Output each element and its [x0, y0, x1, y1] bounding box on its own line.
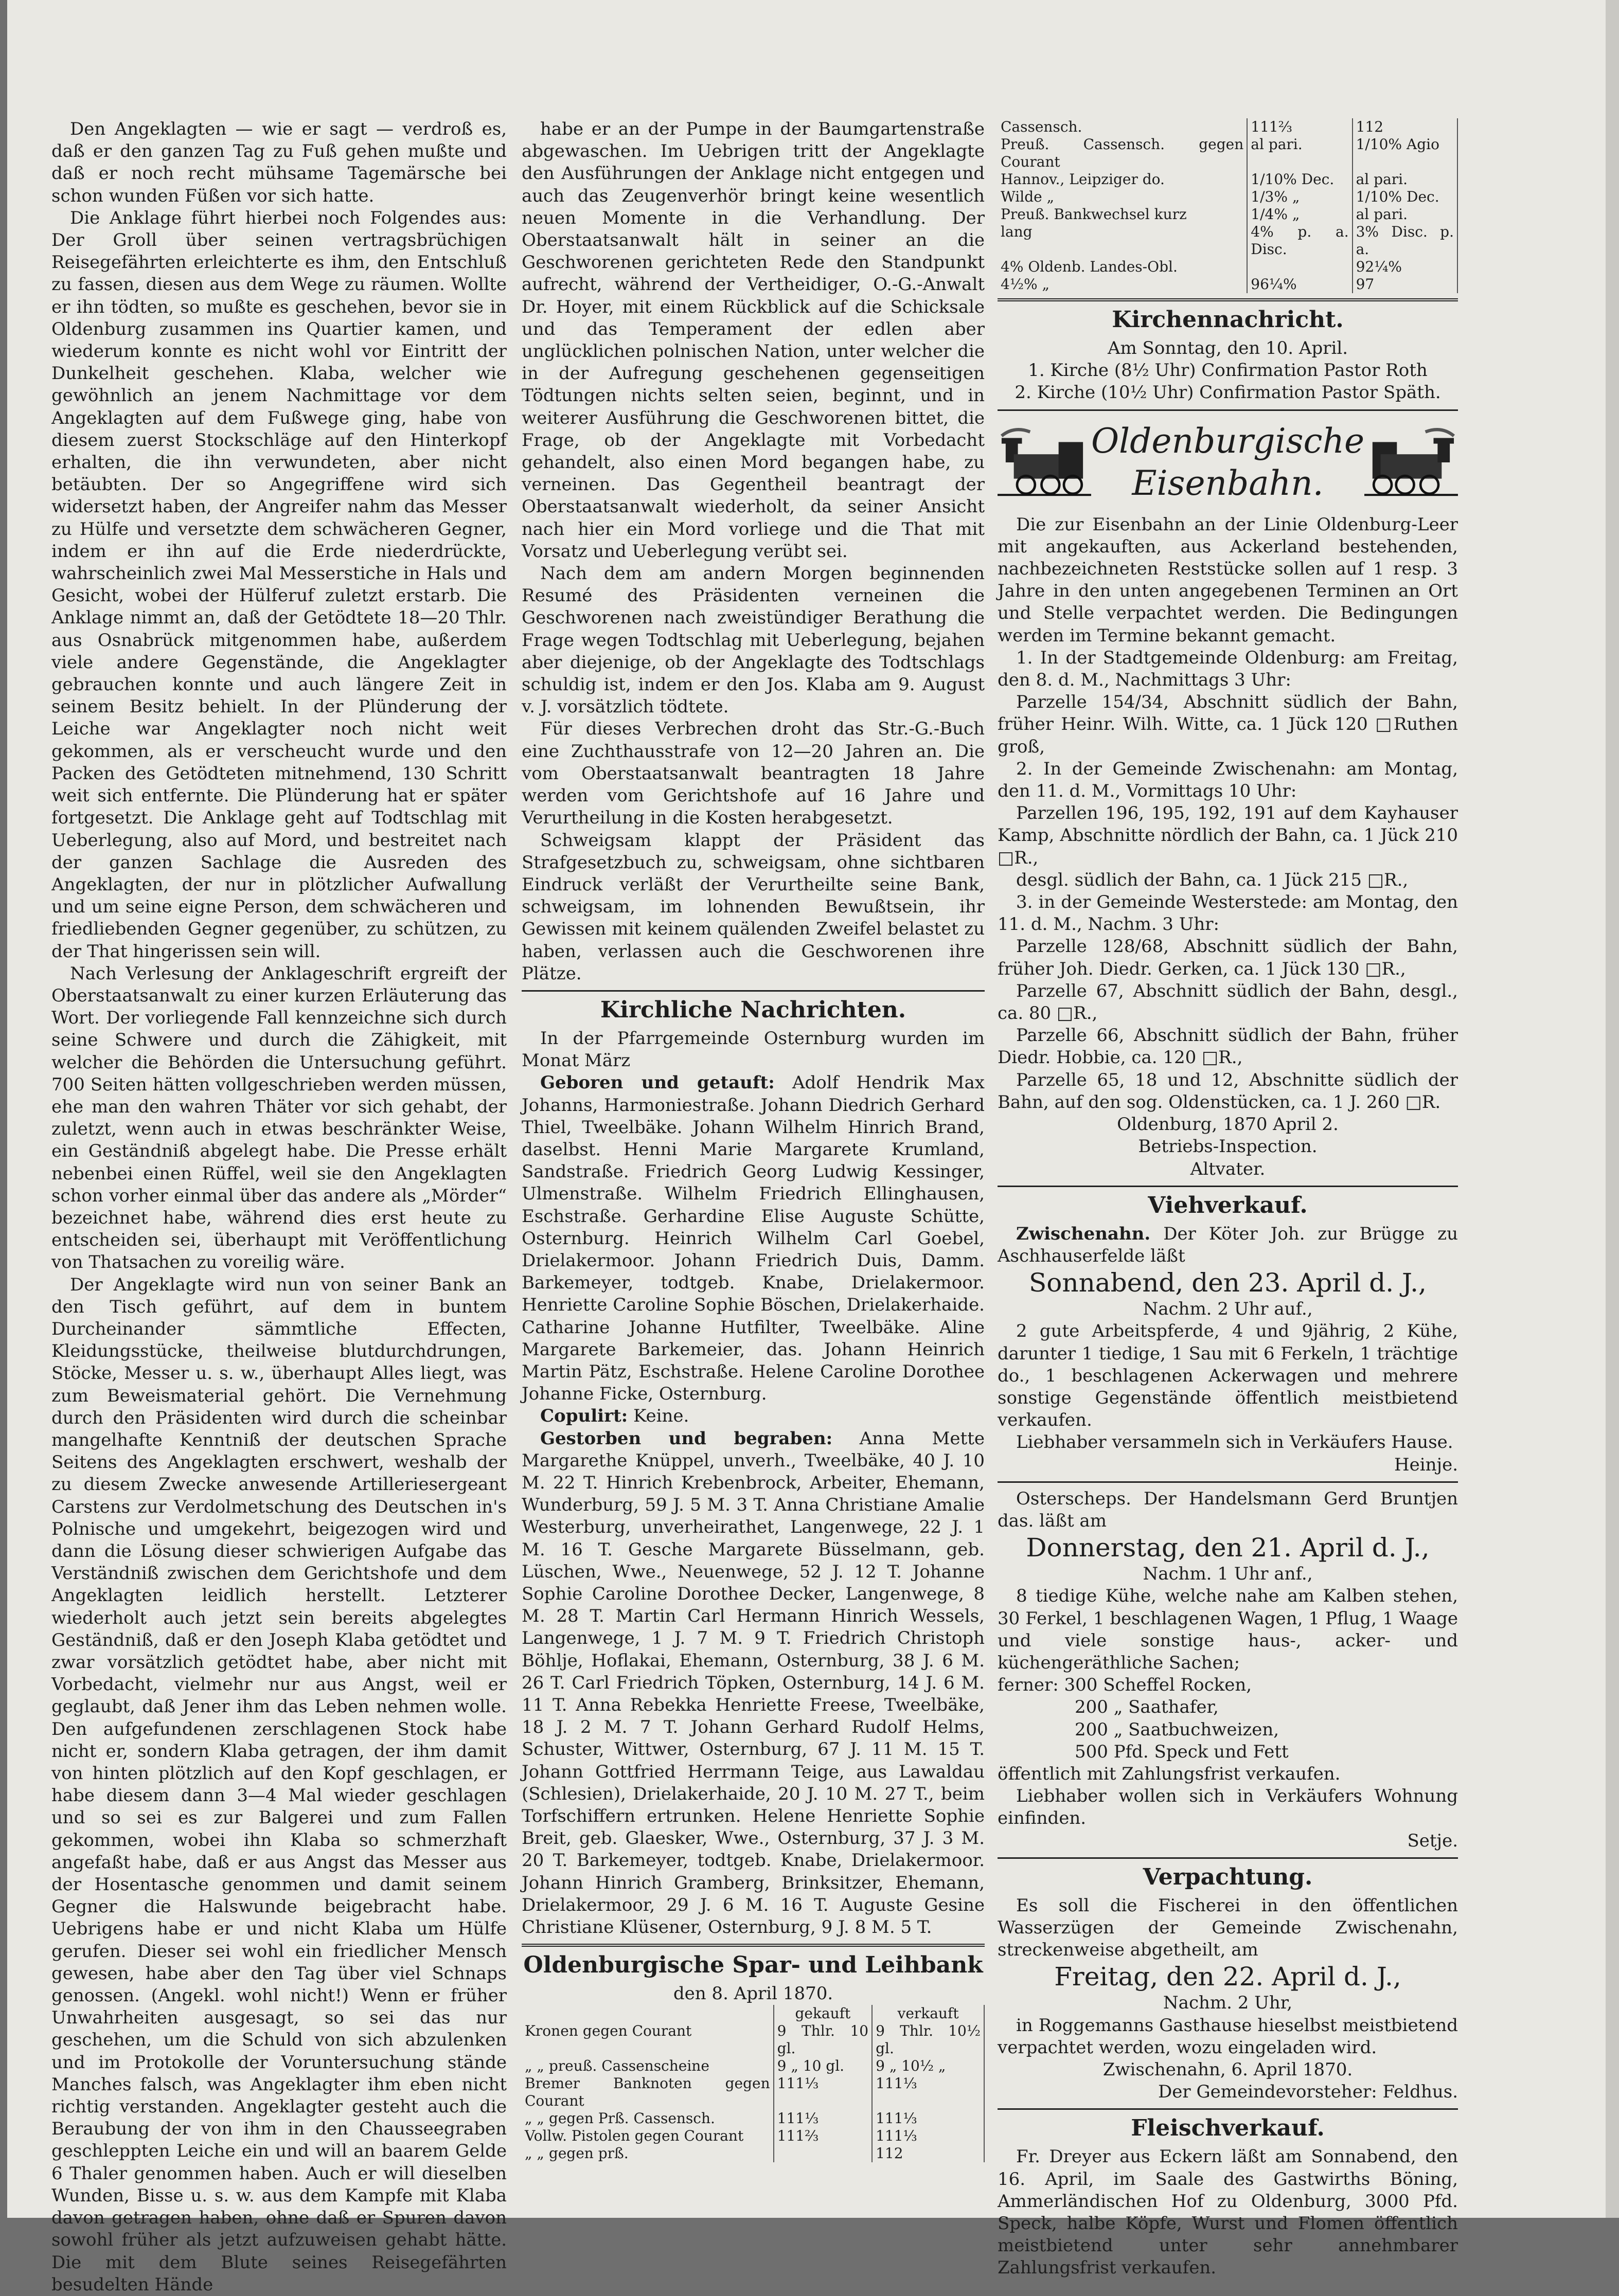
row-label: Bremer Banknoten gegen Courant [522, 2075, 774, 2110]
rate-a: al pari. [1247, 136, 1352, 171]
table-row [522, 2022, 984, 2057]
rate-b: 112 [1353, 118, 1457, 136]
divider [998, 1857, 1458, 1859]
verpachtung-time: Nachm. 2 Uhr, [1163, 1993, 1293, 2014]
viehverkauf-text2: 2 gute Arbeitspferde, 4 und 9jährig, 2 Kühe, darunter 1 tiedige, 1 Sau mit 6 Ferkeln, 1 trächtige do., 1 beschlagenen Ackerwagen und mehrere sonstige Gegenstände öffentlich meistbietend verkaufen. [998, 1321, 1458, 1431]
geboren-text: Adolf Hendrik Max Johanns, Harmoniestraße. Johann Diedrich Gerhard Thiel, Tweelbäke. Johann Wilhelm Hinrich Brand, daselbst. Henni Marie Margarete Krumland, Sandstraße. Friedrich Georg Ludwig Kessinger, Ulmenstraße. Wilhelm Friedrich Ellinghausen, Eschstraße. Gerhardine Elise Auguste Schütte, Osternburg. Heinrich Wilhelm Carl Goebel, Drielakermoor. Johann Friedrich Duis, Damm. Barkemeyer, todtgeb. Knabe, Drielakermoor. Henriette Caroline Sophie Böschen, Drielakerhaide. Catharine Johanne Hutfilter, Tweelbäke. Aline Margarete Barkemeier, das. Johann Heinrich Martin Pätz, Eschstraße. Helene Caroline Dorothee Johanne Ficke, Osternburg. [522, 1072, 985, 1405]
paragraph: Die Anklage führt hierbei noch Folgendes aus: Der Groll über seinen vertragsbrüchigen Reisegefährten erleichterte es ihm, den Entschluß zu fassen, diesen aus dem Wege zu räumen. Wollte er ihn tödten, so mußte es geschehen, bevor sie in Oldenburg zusammen ins Quartier kamen, und wiederum konnte es nicht wohl vor Eintritt der Dunkelheit geschehen. Klaba, welcher wie gewöhnlich an jenem Nachmittage vor dem Angeklagten auf dem Fußwege ging, habe von diesem zuerst Stockschläge auf den Hinterkopf erhalten, die ihn verwundeten, aber nicht betäubten. Der so Angegriffene wird sich widersetzt haben, der Angreifer nahm das Messer zu Hülfe und versetzte dem schwächeren Gegner, indem er ihn auf die Erde niederdrückte, wahrscheinlich zwei Mal Messerstiche in Hals und Gesicht, wobei der Hülferuf zuletzt erstarb. Die Anklage nimmt an, daß der Getödtete 18—20 Thlr. aus Osnabrück mitgenommen habe, außerdem viele andere Gegenstände, die Angeklagter gebrauchen konnte und auch längere Zeit in seinem Besitz behielt. In der Plünderung der Leiche war Angeklagter noch nicht weit gekommen, als er verscheucht wurde und den Packen des Getödteten mitnehmend, 130 Schritt weit sich entfernte. Die Plünderung hat er später fortgesetzt. Die Anklage geht auf Todtschlag mit Ueberlegung, also auf Mord, und bestreitet nach der ganzen Sachlage die Ausreden des Angeklagten, der nur in plötzlicher Aufwallung und um seine eigne Person, dem schwächeren und friedliebenden Gegner gegenüber, zu schützen, zu der That hingerissen sein will. [51, 207, 507, 962]
rate-b: 3% Disc. p. a. [1353, 223, 1457, 258]
osterscheps-item: 200 „ Saathafer, [1075, 1697, 1219, 1718]
table-row [522, 2110, 984, 2127]
divider [522, 990, 985, 992]
row-label: Kronen gegen Courant [522, 2022, 774, 2057]
verpachtung-text2: in Roggemanns Gasthause hieselbst meistbietend verpachtet werden, wozu eingeladen wird. [998, 2015, 1458, 2058]
fleischverkauf-text: Fr. Dreyer aus Eckern läßt am Sonnabend, den 16. April, im Saale des Gastwirths Böning, Ammerländischen Hof zu Oldenburg, 3000 Pfd. Speck, halbe Köpfe, Wurst und Flomen öffentlich meistbietend unter sehr annehmbarer Zahlungsfrist verkaufen. [998, 2146, 1458, 2279]
osterscheps-time: Nachm. 1 Uhr anf., [1143, 1564, 1313, 1585]
bank-date: den 8. April 1870. [673, 1983, 833, 2004]
viehverkauf-title: Viehverkauf. [1148, 1192, 1308, 1218]
geboren-label: Geboren und getauft: [540, 1072, 775, 1093]
row-bought: 9 „ 10 gl. [774, 2057, 872, 2075]
table-row [522, 2075, 984, 2110]
row-sold: 112 [872, 2145, 984, 2162]
divider [998, 1186, 1458, 1187]
osterscheps-text3: öffentlich mit Zahlungsfrist verkaufen. [998, 1763, 1341, 1784]
row-label: „ „ gegen Prß. Cassensch. [522, 2110, 774, 2127]
eisenbahn-item: Parzelle 65, 18 und 12, Abschnitte südlich der Bahn, auf den sog. Oldenstücken, ca. 1 J. 260 □R. [998, 1069, 1458, 1113]
paragraph: Den Angeklagten — wie er sagt — verdroß es, daß er den ganzen Tag zu Fuß gehen mußte und daß er noch recht mühsame Tagemärsche bei schon wunden Füßen vor sich hatte. [51, 119, 507, 206]
osterscheps-text4: Liebhaber wollen sich in Verkäufers Wohnung einfinden. [998, 1786, 1458, 1829]
row-bought: 111⅓ [774, 2110, 872, 2127]
bank-table [522, 2005, 985, 2162]
rate-b: 92¼% [1353, 258, 1457, 276]
gestorben-paragraph [522, 1428, 985, 1939]
eisenbahn-title-line: Oldenburgische [1091, 421, 1365, 461]
eisenbahn-item: Parzelle 67, Abschnitt südlich der Bahn, desgl., ca. 80 □R., [998, 980, 1458, 1024]
table-row [998, 206, 1457, 223]
viehverkauf-text [998, 1223, 1458, 1267]
rate-b: 1/10% Agio [1353, 136, 1457, 171]
divider [998, 1481, 1458, 1483]
newspaper-page [7, 0, 1619, 2295]
viehverkauf-signer: Heinje. [1394, 1454, 1458, 1475]
osterscheps-text1: Osterscheps. Der Handelsmann Gerd Bruntjen das. läßt am [998, 1488, 1458, 1531]
kirchennachricht-title: Kirchennachricht. [1112, 307, 1344, 333]
row-sold: 9 Thlr. 10½ gl. [872, 2022, 984, 2057]
eisenbahn-item: Parzelle 128/68, Abschnitt südlich der Bahn, früher Joh. Diedr. Gerken, ca. 1 Jück 130 □R., [998, 936, 1458, 979]
eisenbahn-item: desgl. südlich der Bahn, ca. 1 Jück 215 □R., [1016, 869, 1409, 890]
row-sold: 9 „ 10½ „ [872, 2057, 984, 2075]
viehverkauf-time: Nachm. 2 Uhr auf., [1143, 1299, 1313, 1320]
rate-label: Hannov., Leipziger do. [998, 171, 1247, 188]
osterscheps-item: 200 „ Saatbuchweizen, [1075, 1719, 1279, 1740]
column-1 [51, 118, 507, 2296]
paragraph: Für dieses Verbrechen droht das Str.-G.-Buch eine Zuchthausstrafe von 12—20 Jahren an. Die vom Oberstaatsanwalt beantragten 18 Jahre werden vom Gerichtshofe auf 16 Jahre und Verurtheilung in die Kosten herabgesetzt. [522, 719, 985, 829]
kirchennachricht-line: 1. Kirche (8½ Uhr) Confirmation Pastor Roth [1028, 360, 1428, 381]
verpachtung-signer: Der Gemeindevorsteher: Feldhus. [1158, 2082, 1458, 2103]
kirchennachricht-sunday: Am Sonntag, den 10. April. [1107, 338, 1348, 358]
divider [998, 298, 1458, 301]
header-sold: verkauft [872, 2005, 984, 2022]
row-bought: 111⅔ [774, 2127, 872, 2145]
eisenbahn-item: Parzellen 196, 195, 192, 191 auf dem Kayhauser Kamp, Abschnitte nördlich der Bahn, ca. 1 Jück 210 □R., [998, 803, 1458, 868]
rate-label: Wilde „ [998, 188, 1247, 206]
rate-b: 97 [1353, 276, 1457, 293]
gestorben-text: Anna Mette Margarethe Knüppel, unverh., Tweelbäke, 40 J. 10 M. 22 T. Hinrich Krebenbrock, Arbeiter, Ehemann, Wunderburg, 59 J. 5 M. 3 T. Anna Christiane Amalie Westerburg, unverheirathet, Langenwege, 22 J. 1 M. 16 T. Gesche Margarete Büsselmann, geb. Lüschen, Wwe., Neuenwege, 52 J. 12 T. Johanne Sophie Caroline Dorothee Decker, Langenwege, 8 M. 28 T. Martin Carl Hermann Hinrich Wessels, Langenwege, 1 J. 7 M. 9 T. Friedrich Christoph Böhlje, Hoflakai, Ehemann, Osternburg, 38 J. 6 M. 26 T. Carl Friedrich Töpken, Osternburg, 14 J. 6 M. 11 T. Anna Rebekka Henriette Freese, Tweelbäke, 18 J. 2 M. 7 T. Johann Gerhard Rudolf Helms, Schuster, Wittwer, Osternburg, 67 J. 11 M. 15 T. Johann Gottfried Herrmann Teige, aus Lawaldau (Schlesien), Drielakerhaide, 20 J. 10 M. 27 T., beim Torfschiffern ertrunken. Helene Henriette Sophie Breit, geb. Glaesker, Wwe., Osternburg, 37 J. 3 M. 20 T. Barkemeyer, todtgeb. Knabe, Drielakermoor. Johann Hinrich Gramberg, Brinksitzer, Ehemann, Drielakermoor, 29 J. 6 M. 16 T. Auguste Gesine Christiane Klüsener, Osternburg, 9 J. 8 M. 5 T. [522, 1428, 985, 1938]
eisenbahn-office: Betriebs-Inspection. [1138, 1136, 1318, 1157]
kirchennachricht-line: 2. Kirche (10½ Uhr) Confirmation Pastor Späth. [1015, 382, 1441, 403]
fleischverkauf-title: Fleischverkauf. [1131, 2115, 1325, 2142]
eisenbahn-header [998, 416, 1458, 509]
eisenbahn-intro: Die zur Eisenbahn an der Linie Oldenburg-Leer mit angekauften, aus Ackerland bestehenden, nachbezeichneten Reststücke sollen auf 1 resp. 3 Jahre in den unten angegebenen Terminen an Ort und Stelle verpachtet werden. Die Bedingungen werden im Termine bekannt gemacht. [998, 514, 1458, 646]
viehverkauf-place: Zwischenahn. [1016, 1223, 1151, 1244]
rate-a: 1/10% Dec. [1247, 171, 1352, 188]
eisenbahn-item: 2. In der Gemeinde Zwischenahn: am Montag, den 11. d. M., Vormittags 10 Uhr: [998, 758, 1458, 802]
copulirt-paragraph [522, 1405, 985, 1427]
rate-a [1247, 258, 1352, 276]
locomotive-icon [1364, 416, 1458, 509]
table-row [998, 188, 1457, 206]
gestorben-label: Gestorben und begraben: [540, 1428, 833, 1449]
row-bought: 111⅓ [774, 2075, 872, 2110]
rate-label: Preuß. Bankwechsel kurz [998, 206, 1247, 223]
rate-a: 1/3% „ [1247, 188, 1352, 206]
rate-b: al pari. [1353, 171, 1457, 188]
osterscheps-item: 500 Pfd. Speck und Fett [1075, 1741, 1289, 1762]
verpachtung-title: Verpachtung. [1143, 1863, 1313, 1890]
table-header [522, 2005, 984, 2022]
kirchliche-intro: In der Pfarrgemeinde Osternburg wurden im Monat März [522, 1028, 985, 1071]
row-bought [774, 2145, 872, 2162]
divider [522, 1944, 985, 1947]
eisenbahn-item: Parzelle 154/34, Abschnitt südlich der Bahn, früher Heinr. Wilh. Witte, ca. 1 Jück 120 □Ruthen groß, [998, 692, 1458, 757]
divider [998, 2108, 1458, 2110]
paragraph: Der Angeklagte wird nun von seiner Bank an den Tisch geführt, auf dem in buntem Durcheinander sämmtliche Effecten, Kleidungsstücke, theilweise blutdurchdrungen, Stöcke, Messer u. s. w., überhaupt Alles liegt, was zum Beweismaterial gehört. Die Vernehmung durch den Präsidenten wird durch die scheinbar mangelhafte Kenntniß der deutschen Sprache Seitens des Angeklagten erschwert, weshalb der zu diesem Zwecke anwesende Artilleriesergeant Carstens zur Verdolmetschung des Deutschen in's Polnische und umgekehrt, beigezogen wird und dann die Lösung dieser schwierigen Aufgabe das Verständniß zwischen dem Gerichtshofe und dem Angeklagten leidlich herstellt. Letzterer wiederholt auch jetzt sein bereits abgelegtes Geständniß, daß er den Joseph Klaba getödtet und zwar vorsätzlich getödtet habe, aber nicht mit Vorbedacht, vielmehr nur aus Angst, weil er geglaubt, daß Jener ihm das Leben nehmen wolle. Den aufgefundenen zerschlagenen Stock habe nicht er, sondern Klaba getragen, der ihm damit von hinten plötzlich auf den Kopf geschlagen, er habe diesem dann 3—4 Mal wieder geschlagen und so sei es zur Balgerei und zum Fallen gekommen, wobei ihn Klaba so schmerzhaft angefaßt habe, daß er aus Angst das Messer aus der Hosentasche genommen und damit seinem Gegner die Halswunde beigebracht habe. Uebrigens habe er und nicht Klaba um Hülfe gerufen. Dieser sei wohl ein friedlicher Mensch gewesen, habe aber den Tag über viel Schnaps genossen. (Angekl. wohl nicht!) Wenn er früher Unwahrheiten ausgesagt, so sei das nur geschehen, um die Schuld von sich abzulenken und im Protokolle der Voruntersuchung stände Manches falsch, was Angeklagter ihm eben nicht richtig verstanden. Angeklagter gesteht auch die Beraubung der von ihm in den Chausseegraben geschleppten Leiche ein und will an baarem Gelde 6 Thaler genommen haben. Auch er will dieselben Wunden, Bisse u. s. w. aus dem Kampfe mit Klaba davon getragen haben, ohne daß er Spuren davon sowohl früher als jetzt aufzuweisen gehabt hätte. Die mit dem Blute seines Reisegefährten besudelten Hände [51, 1274, 507, 2295]
table-row [998, 276, 1457, 293]
row-sold: 111⅓ [872, 2127, 984, 2145]
verpachtung-text1: Es soll die Fischerei in den öffentlichen Wasserzügen der Gemeinde Zwischenahn, streckenweise abgetheilt, am [998, 1895, 1458, 1961]
rate-label: 4½% „ [998, 276, 1247, 293]
table-row [998, 136, 1457, 171]
verpachtung-place-date: Zwischenahn, 6. April 1870. [1102, 2059, 1353, 2080]
table-row [522, 2057, 984, 2075]
verpachtung-date: Freitag, den 22. April d. J., [1054, 1962, 1401, 1992]
rate-b: 1/10% Dec. [1353, 188, 1457, 206]
paragraph: Nach dem am andern Morgen beginnenden Resumé des Präsidenten verneinen die Geschworenen nach zweistündiger Berathung die Frage wegen Todtschlag mit Ueberlegung, bejahen aber diejenige, ob der Angeklagte des Todtschlags schuldig ist, indem er den Jos. Klaba am 9. August v. J. vorsätzlich tödtete. [522, 563, 985, 718]
osterscheps-ferner: ferner: 300 Scheffel Rocken, [998, 1675, 1252, 1696]
rate-a: 4% p. a. Disc. [1247, 223, 1352, 258]
table-row [522, 2145, 984, 2162]
viehverkauf-date: Sonnabend, den 23. April d. J., [1029, 1268, 1427, 1298]
kirchliche-title: Kirchliche Nachrichten. [600, 996, 906, 1023]
table-row [998, 258, 1457, 276]
rate-label: 4% Oldenb. Landes-Obl. [998, 258, 1247, 276]
rate-label: Cassensch. [998, 118, 1247, 136]
rate-label: lang [998, 223, 1247, 258]
eisenbahn-title-line: Eisenbahn. [1132, 463, 1324, 503]
copulirt-text: Keine. [633, 1406, 689, 1427]
osterscheps-text2: 8 tiedige Kühe, welche nahe am Kalben stehen, 30 Ferkel, 1 beschlagenen Wagen, 1 Pflug, 1 Waage und viele sonstige haus-, acker- und küchengeräthliche Sachen; [998, 1586, 1458, 1673]
eisenbahn-item: 3. in der Gemeinde Westerstede: am Montag, den 11. d. M., Nachm. 3 Uhr: [998, 892, 1458, 935]
row-label: Vollw. Pistolen gegen Courant [522, 2127, 774, 2145]
paragraph: Schweigsam klappt der Präsident das Strafgesetzbuch zu, schweigsam, ohne sichtbaren Eindruck verläßt der Verurtheilte seine Bank, schweigsam, im lohnenden Bewußtsein, ihr Gewissen mit keinem quälenden Zweifel belastet zu haben, verlassen auch die Geschworenen ihre Plätze. [522, 830, 985, 984]
rates-table [998, 118, 1458, 293]
rate-b: al pari. [1353, 206, 1457, 223]
table-row [998, 223, 1457, 258]
header-bought: gekauft [774, 2005, 872, 2022]
viehverkauf-text1: Der Köter Joh. zur Brügge zu Aschhauserfelde läßt [998, 1223, 1458, 1266]
eisenbahn-item: 1. In der Stadtgemeinde Oldenburg: am Freitag, den 8. d. M., Nachmittags 3 Uhr: [998, 647, 1458, 691]
viehverkauf-text3: Liebhaber versammeln sich in Verkäufers Hause. [1016, 1432, 1453, 1453]
rate-a: 1/4% „ [1247, 206, 1352, 223]
eisenbahn-title [1091, 420, 1364, 505]
row-sold: 111⅓ [872, 2075, 984, 2110]
row-bought: 9 Thlr. 10 gl. [774, 2022, 872, 2057]
eisenbahn-date: Oldenburg, 1870 April 2. [1117, 1114, 1339, 1135]
osterscheps-date: Donnerstag, den 21. April d. J., [1026, 1533, 1430, 1563]
column-3 [998, 118, 1458, 2280]
rate-a: 96¼% [1247, 276, 1352, 293]
row-label: „ „ gegen prß. [522, 2145, 774, 2162]
copulirt-label: Copulirt: [540, 1406, 628, 1427]
osterscheps-signer: Setje. [1407, 1830, 1458, 1851]
rate-a: 111⅔ [1247, 118, 1352, 136]
column-2 [522, 118, 985, 2162]
bank-title: Oldenburgische Spar- und Leihbank [523, 1952, 983, 1979]
paragraph: Nach Verlesung der Anklageschrift ergreift der Oberstaatsanwalt zu einer kurzen Erläuterung das Wort. Der vorliegende Fall kennzeichne sich durch seine Schwere und durch die Zähigkeit, mit welcher die Behörden die Untersuchung geführt. 700 Seiten hätten vollgeschrieben werden müssen, ehe man den wahren Thäter vor sich gehabt, der zuletzt, wenn auch in etwas beschränkter Weise, ein Geständniß abgelegt habe. Die Presse erhält nebenbei einen Rüffel, weil sie den Angeklagten schon vorher einmal über das andere als „Mörder“ bezeichnet habe, während dies erst heute zu entscheiden sei, überhaupt mit Veröffentlichung von Thatsachen zu voreilig wäre. [51, 963, 507, 1273]
paragraph: habe er an der Pumpe in der Baumgartenstraße abgewaschen. Im Uebrigen tritt der Angeklagte den Ausführungen der Anklage nicht entgegen und auch das Zeugenverhör bringt keine wesentlich neuen Momente in die Verhandlung. Der Oberstaatsanwalt hält in seiner an die Geschworenen gerichteten Rede den Standpunkt aufrecht, während der Vertheidiger, O.-G.-Anwalt Dr. Hoyer, mit einem Rückblick auf die Schicksale und das Temperament der edlen aber unglücklichen polnischen Nation, unter welcher die in der Aufregung geschehenen gegenseitigen Tödtungen nichts selten seien, beginnt, und in weiterer Ausführung die Geschworenen bittet, die Frage, ob der Angeklagte mit Vorbedacht gehandelt, also einen Mord begangen habe, zu verneinen. Das Gegentheil beantragt der Oberstaatsanwalt wiederholt, da seiner Ansicht nach hier ein Mord vorliege und die That mit Vorsatz und Ueberlegung verübt sei. [522, 119, 985, 562]
locomotive-icon [998, 416, 1091, 509]
rate-label: Preuß. Cassensch. gegen Courant [998, 136, 1247, 171]
scan-edge [1606, 0, 1619, 2218]
row-sold: 111⅓ [872, 2110, 984, 2127]
geboren-paragraph [522, 1072, 985, 1405]
table-row [998, 118, 1457, 136]
eisenbahn-item: Parzelle 66, Abschnitt südlich der Bahn, früher Diedr. Hobbie, ca. 120 □R., [998, 1025, 1458, 1068]
row-label: „ „ preuß. Cassenscheine [522, 2057, 774, 2075]
table-row [998, 171, 1457, 188]
divider [998, 409, 1458, 411]
table-row [522, 2127, 984, 2145]
eisenbahn-signer: Altvater. [1190, 1158, 1266, 1179]
